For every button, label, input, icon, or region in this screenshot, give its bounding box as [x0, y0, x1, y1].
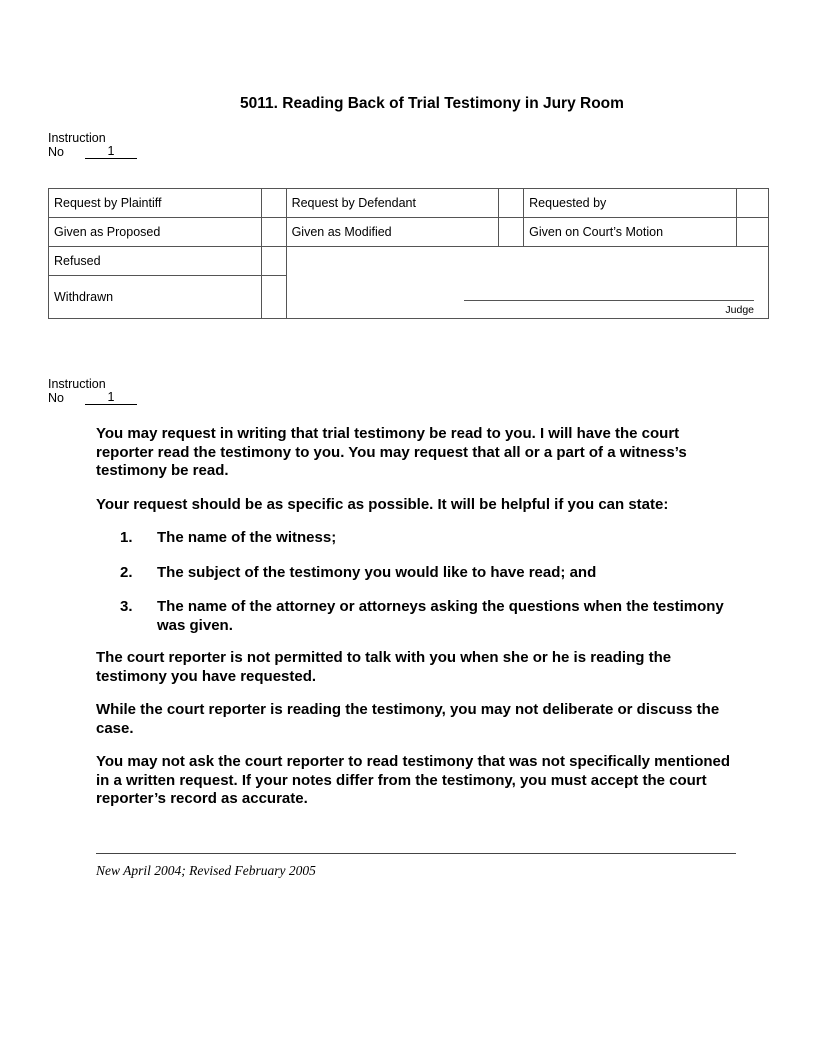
list-item — [120, 598, 736, 635]
revision-history: New April 2004; Revised February 2005 — [96, 863, 316, 878]
list-item — [120, 564, 736, 583]
instruction-number-value: 1 — [85, 391, 137, 405]
list-item-text: The name of the witness; — [157, 529, 337, 546]
judge-signature-line[interactable] — [464, 300, 754, 301]
request-by-plaintiff-label: Request by Plaintiff — [49, 189, 262, 218]
instruction-number-bottom — [48, 377, 137, 405]
instruction-status-form — [48, 188, 769, 319]
judge-signature-area — [286, 247, 768, 319]
list-item-text: The subject of the testimony you would like to have read; and — [157, 563, 597, 581]
no-label: No — [48, 391, 64, 405]
withdrawn-label: Withdrawn — [49, 276, 262, 319]
request-by-defendant-checkbox[interactable] — [499, 189, 524, 218]
given-on-courts-motion-checkbox[interactable] — [737, 218, 769, 247]
no-label: No — [48, 145, 64, 159]
request-by-plaintiff-checkbox[interactable] — [261, 189, 286, 218]
list-item-text: The name of the attorney or attorneys asking the questions when the testimony was given. — [157, 598, 724, 634]
body-paragraph: While the court reporter is reading the testimony, you may not deliberate or discuss the case. — [96, 701, 720, 737]
refused-label: Refused — [49, 247, 262, 276]
body-paragraph: You may not ask the court reporter to read testimony that was not specifically mentioned in a written request. If your notes differ from the testimony, you must accept the court reporter’s record as accurate. — [96, 753, 731, 807]
body-paragraph: Your request should be as specific as possible. It will be helpful if you can state: — [96, 495, 669, 513]
footer-divider — [96, 853, 736, 854]
given-as-modified-label: Given as Modified — [286, 218, 499, 247]
body-paragraph: The court reporter is not permitted to talk with you when she or he is reading the testimony you have requested. — [96, 649, 672, 685]
refused-checkbox[interactable] — [261, 247, 286, 276]
specifics-list — [96, 529, 736, 635]
requested-by-checkbox[interactable] — [737, 189, 769, 218]
instruction-label: Instruction — [48, 131, 106, 145]
request-by-defendant-label: Request by Defendant — [286, 189, 499, 218]
given-as-modified-checkbox[interactable] — [499, 218, 524, 247]
given-on-courts-motion-label: Given on Court’s Motion — [524, 218, 737, 247]
judge-label: Judge — [725, 304, 754, 316]
list-item-number: 2. — [120, 563, 133, 581]
given-as-proposed-checkbox[interactable] — [261, 218, 286, 247]
list-item — [120, 529, 736, 548]
withdrawn-checkbox[interactable] — [261, 276, 286, 319]
instruction-body — [96, 425, 736, 824]
list-item-number: 1. — [120, 529, 133, 546]
body-paragraph: You may request in writing that trial testimony be read to you. I will have the court reporter read the testimony to you. You may request that all or a part of a witness’s testimony be read. — [96, 425, 687, 479]
given-as-proposed-label: Given as Proposed — [49, 218, 262, 247]
instruction-number-value: 1 — [85, 145, 137, 159]
instruction-number-top — [48, 131, 137, 159]
list-item-number: 3. — [120, 598, 133, 615]
requested-by-label: Requested by — [524, 189, 737, 218]
page-title: 5011. Reading Back of Trial Testimony in Jury Room — [240, 95, 624, 112]
instruction-label: Instruction — [48, 377, 106, 391]
